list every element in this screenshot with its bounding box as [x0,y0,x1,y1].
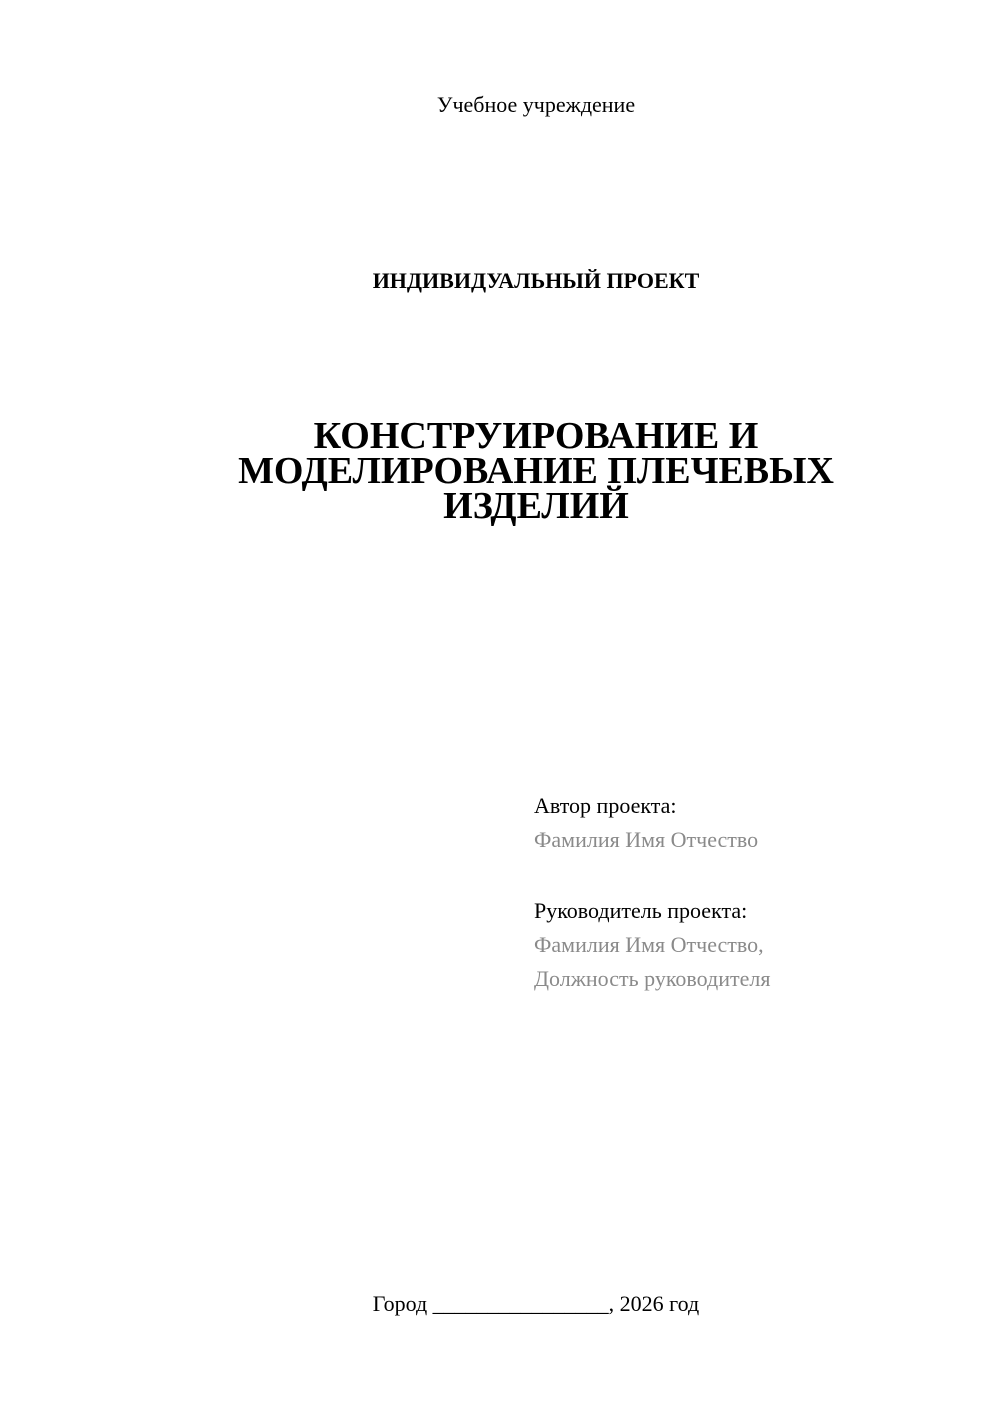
supervisor-label: Руководитель проекта: [534,898,748,923]
project-title-line-2: МОДЕЛИРОВАНИЕ ПЛЕЧЕВЫХ [238,450,834,492]
city-year-line: Город ________________, 2026 год [372,1291,700,1316]
author-label: Автор проекта: [534,793,677,818]
author-name: Фамилия Имя Отчество [534,827,759,852]
institution-name: Учебное учреждение [436,92,636,117]
supervisor-position: Должность руководителя [534,966,771,991]
credits-block [534,789,974,996]
credits-spacer [534,857,974,894]
document-type: ИНДИВИДУАЛЬНЫЙ ПРОЕКТ [372,268,700,293]
project-title-line-1: КОНСТРУИРОВАНИЕ И [313,415,759,457]
supervisor-name: Фамилия Имя Отчество, [534,932,764,957]
project-title [0,415,1000,527]
project-title-line-3: ИЗДЕЛИЙ [443,485,629,527]
